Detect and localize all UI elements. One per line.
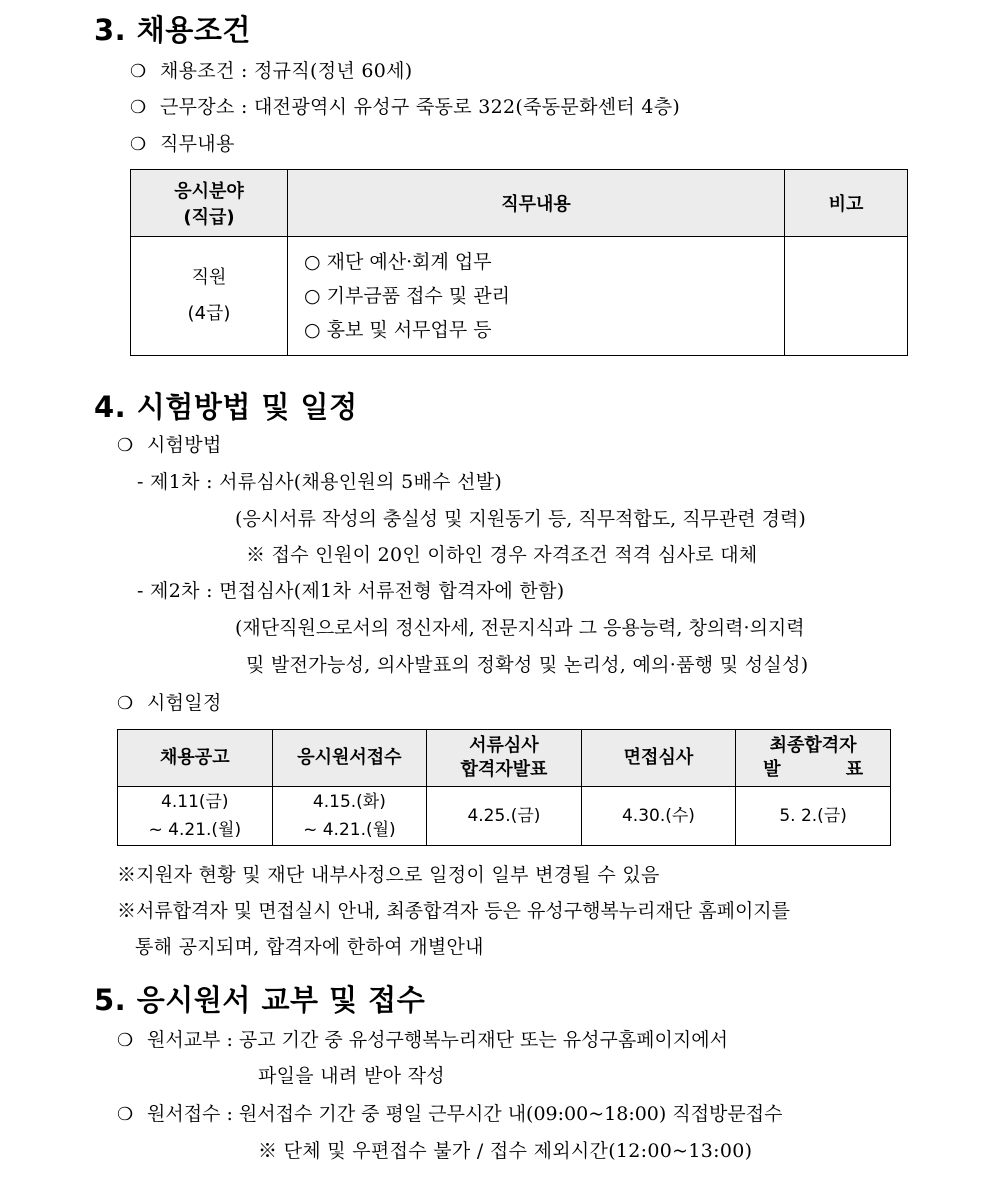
circle-bullet-icon: ❍: [117, 693, 134, 714]
form-submission-note: ※ 단체 및 우편접수 불가 / 접수 제외시간(12:00~13:00): [258, 1140, 753, 1162]
round2-detail-2: 및 발전가능성, 의사발표의 정확성 및 논리성, 예의·품행 및 성실성): [246, 654, 809, 676]
schedule-note-2: ※서류합격자 및 면접실시 안내, 최종합격자 등은 유성구행복누리재단 홈페이지를: [117, 900, 791, 922]
job-content-line: ❍ 직무내용: [130, 133, 235, 155]
circle-bullet-icon: ❍: [130, 61, 147, 82]
circle-bullet-icon: ❍: [117, 435, 134, 456]
application-date: 4.15.(화) ~ 4.21.(월): [272, 787, 427, 846]
circle-bullet-icon: ❍: [117, 1104, 134, 1125]
section-4-title: 4. 시험방법 및 일정: [94, 390, 358, 424]
form-distribution-cont: 파일을 내려 받아 작성: [258, 1065, 445, 1087]
header-application: 응시원서접수: [272, 730, 427, 787]
table-header-row: [131, 170, 908, 237]
header-interview: 면접심사: [581, 730, 736, 787]
final-result-date: 5. 2.(금): [736, 787, 891, 846]
duty-item: ○ 홍보 및 서무업무 등: [304, 319, 492, 341]
job-content-table: [130, 169, 908, 356]
interview-date: 4.30.(수): [581, 787, 736, 846]
duty-item: ○ 기부금품 접수 및 관리: [304, 285, 510, 307]
round2-detail-1: (재단직원으로서의 정신자세, 전문지식과 그 응용능력, 창의력·의지력: [235, 617, 805, 639]
exam-schedule-line: ❍ 시험일정: [117, 692, 222, 714]
form-submission-line: ❍ 원서접수 : 원서접수 기간 중 평일 근무시간 내(09:00~18:00) 직접방문접수: [117, 1103, 783, 1125]
circle-bullet-icon: ❍: [130, 97, 147, 118]
duties-cell: [288, 237, 785, 356]
exam-schedule-table: [117, 729, 891, 846]
schedule-note-2-cont: 통해 공지되며, 합격자에 한하여 개별안내: [135, 936, 484, 958]
round1-line: - 제1차 : 서류심사(채용인원의 5배수 선발): [137, 471, 503, 493]
round1-note: ※ 접수 인원이 20인 이하인 경우 자격조건 적격 심사로 대체: [246, 544, 758, 566]
table-header-row: [118, 730, 891, 787]
header-final-result: 최종합격자 발 표: [736, 730, 891, 787]
workplace-line: ❍ 근무장소 : 대전광역시 유성구 죽동로 322(죽동문화센터 4층): [130, 96, 681, 118]
header-document-result: 서류심사 합격자발표: [427, 730, 582, 787]
round1-detail: (응시서류 작성의 충실성 및 지원동기 등, 직무적합도, 직무관련 경력): [235, 508, 806, 530]
table-row: [118, 787, 891, 846]
section-5-title: 5. 응시원서 교부 및 접수: [94, 983, 426, 1017]
section-3-title: 3. 채용조건: [94, 13, 251, 47]
round2-line: - 제2차 : 면접심사(제1차 서류전형 합격자에 한함): [137, 580, 565, 602]
header-field: 응시분야 (직급): [131, 170, 288, 237]
note-cell: [785, 237, 908, 356]
document-result-date: 4.25.(금): [427, 787, 582, 846]
form-distribution-line: ❍ 원서교부 : 공고 기간 중 유성구행복누리재단 또는 유성구홈페이지에서: [117, 1029, 728, 1051]
circle-bullet-icon: ❍: [117, 1030, 134, 1051]
announcement-date: 4.11(금) ~ 4.21.(월): [118, 787, 273, 846]
schedule-note-1: ※지원자 현황 및 재단 내부사정으로 일정이 일부 변경될 수 있음: [117, 864, 660, 886]
employment-type-line: ❍ 채용조건 : 정규직(정년 60세): [130, 60, 413, 82]
position-cell: 직원 (4급): [131, 237, 288, 356]
duty-item: ○ 재단 예산·회계 업무: [304, 251, 492, 273]
circle-bullet-icon: ❍: [130, 134, 147, 155]
header-announcement: 채용공고: [118, 730, 273, 787]
header-note: 비고: [785, 170, 908, 237]
header-duties: 직무내용: [288, 170, 785, 237]
exam-method-line: ❍ 시험방법: [117, 434, 222, 456]
table-row: [131, 237, 908, 356]
